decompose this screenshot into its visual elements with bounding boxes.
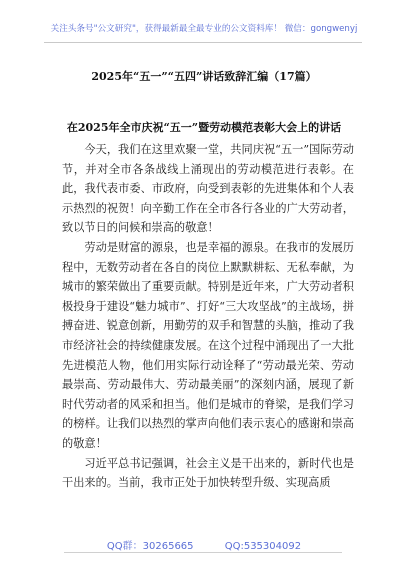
footer-contact xyxy=(0,537,408,552)
document-title: 2025年“五一”“五四”讲话致辞汇编（17篇） xyxy=(91,70,317,83)
body-paragraph: 劳动是财富的源泉，也是幸福的源泉。在我市的发展历程中，无数劳动者在各自的岗位上默默耕耘、无私奉献，为城市的繁荣做出了重要贡献。特别是近年来，广大劳动者积极投身于建设“魅力城市”、打好“三大攻坚战”的主战场，拼搏奋进、锐意创新，用勤劳的双手和智慧的头脑，推动了我市经济社会的持续健康发展。在这个过程中涌现出了一大批先进模范人物，他们用实际行动诠释了“劳动最光荣、劳动最崇高、劳动最伟大、劳动最美丽”的深刻内涵，展现了新时代劳动者的风采和担当。他们是城市的脊梁，是我们学习的榜样。让我们以热烈的掌声向他们表示衷心的感谢和崇高的敬意！ xyxy=(62,240,354,450)
footer-divider xyxy=(64,552,342,553)
body-paragraph: 习近平总书记强调，社会主义是干出来的，新时代也是干出来的。当前，我市正处于加快转型升级、实现高质 xyxy=(62,456,354,490)
section-title: 在2025年全市庆祝“五一”暨劳动模范表彰大会上的讲话 xyxy=(66,121,342,134)
footer-qq-group: QQ群：30265665 xyxy=(106,541,194,552)
footer-qq-number: QQ:535304092 xyxy=(224,541,302,552)
header-divider xyxy=(44,42,362,43)
document-body xyxy=(62,140,354,493)
body-paragraph: 今天，我们在这里欢聚一堂，共同庆祝“五一”国际劳动节，并对全市各条战线上涌现出的劳动模范进行表彰。在此，我代表市委、市政府，向受到表彰的先进集体和个人表示热烈的祝贺！向辛勤工作在全市各行各业的广大劳动者，致以节日的问候和崇高的敬意！ xyxy=(62,143,354,235)
header-promo-text: 关注头条号"公文研究"，获得最新最全最专业的公文资料库！ 微信：gongwenyj xyxy=(50,24,358,34)
